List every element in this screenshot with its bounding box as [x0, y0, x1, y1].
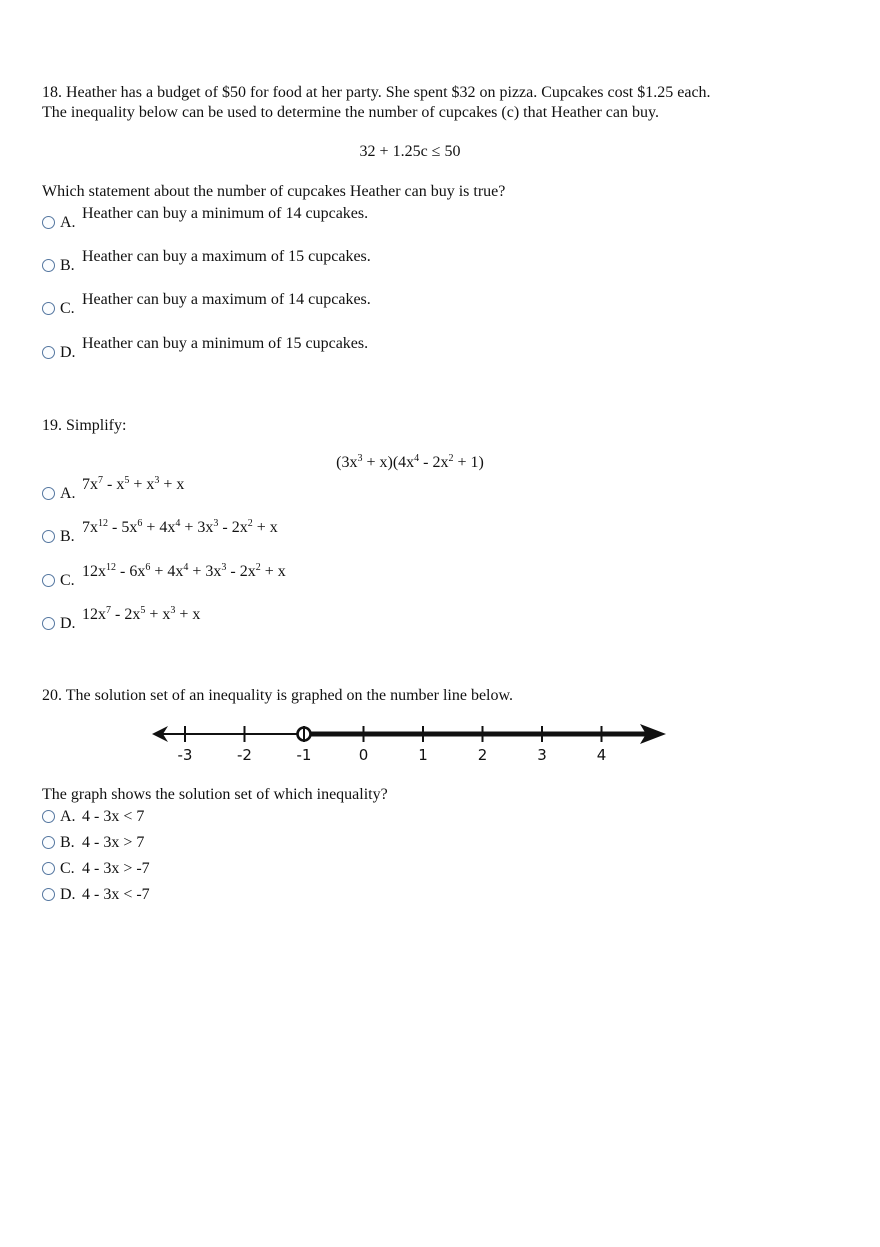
option-letter: D. — [60, 344, 76, 361]
option-text: Heather can buy a minimum of 14 cupcakes. — [82, 205, 369, 222]
option-text: 4 - 3x > 7 — [82, 834, 145, 851]
radio-button-icon[interactable] — [42, 346, 55, 359]
tick-label: 1 — [418, 746, 428, 764]
option-text: Heather can buy a maximum of 15 cupcakes. — [82, 248, 371, 265]
option-text: 4 - 3x < -7 — [82, 886, 150, 903]
option-letter: A. — [60, 808, 76, 825]
option-letter: B. — [60, 528, 75, 545]
option-letter: B. — [60, 257, 75, 274]
radio-button-icon[interactable] — [42, 862, 55, 875]
q18-question: Which statement about the number of cupcakes Heather can buy is true? — [42, 183, 506, 200]
tick-label: -1 — [296, 746, 312, 764]
radio-button-icon[interactable] — [42, 259, 55, 272]
tick-label: -2 — [237, 746, 252, 764]
radio-button-icon[interactable] — [42, 216, 55, 229]
q18-stem-line1: 18. Heather has a budget of $50 for food at her party. She spent $32 on pizza. Cupcakes cost $1.25 each. — [42, 84, 711, 101]
q18-stem-line2: The inequality below can be used to determine the number of cupcakes (c) that Heather can buy. — [42, 104, 659, 121]
radio-button-icon[interactable] — [42, 530, 55, 543]
option-letter: C. — [60, 860, 75, 877]
option-text: $7x^{12} - 5x^6 + 4x^4 + 3x^3 - 2x^2 + x$ — [82, 518, 278, 536]
q20-stem: 20. The solution set of an inequality is graphed on the number line below. — [42, 687, 514, 704]
q20-question: The graph shows the solution set of which inequality? — [42, 786, 388, 803]
radio-button-icon[interactable] — [42, 487, 55, 500]
option-text: 4 - 3x > -7 — [82, 860, 150, 877]
q20-option-d[interactable] — [42, 888, 442, 912]
option-text: Heather can buy a minimum of 15 cupcakes. — [82, 335, 369, 352]
option-letter: C. — [60, 572, 75, 589]
option-letter: C. — [60, 300, 75, 317]
q18-inequality: 32 + 1.25c ≤ 50 — [359, 143, 461, 160]
option-text: $12x^7 - 2x^5 + x^3 + x$ — [82, 605, 201, 623]
option-letter: A. — [60, 214, 76, 231]
radio-button-icon[interactable] — [42, 617, 55, 630]
option-text: $7x^7 - x^5 + x^3 + x$ — [82, 475, 185, 493]
radio-button-icon[interactable] — [42, 888, 55, 901]
option-text: $12x^{12} - 6x^6 + 4x^4 + 3x^3 - 2x^2 + x$ — [82, 562, 286, 580]
option-letter: D. — [60, 886, 76, 903]
number-line-labels — [178, 746, 607, 764]
tick-label: -3 — [177, 746, 193, 764]
tick-label: 3 — [537, 746, 547, 764]
q20-option-a[interactable] — [42, 810, 442, 834]
q19-option-d[interactable] — [42, 605, 442, 657]
q20-option-c[interactable] — [42, 862, 442, 886]
option-text: 4 - 3x < 7 — [82, 808, 145, 825]
q18-option-d[interactable] — [42, 335, 442, 386]
radio-button-icon[interactable] — [42, 574, 55, 587]
option-letter: D. — [60, 615, 76, 632]
q19-stem: 19. Simplify: — [42, 417, 127, 434]
radio-button-icon[interactable] — [42, 836, 55, 849]
option-text: Heather can buy a maximum of 14 cupcakes. — [82, 291, 371, 308]
tick-label: 4 — [596, 746, 607, 764]
option-letter: B. — [60, 834, 75, 851]
tick-label: 0 — [358, 746, 369, 764]
radio-button-icon[interactable] — [42, 302, 55, 315]
number-line — [148, 716, 672, 768]
tick-label: 2 — [477, 746, 488, 764]
radio-button-icon[interactable] — [42, 810, 55, 823]
q19-expression: $(3x^3 + x)(4x^4 - 2x^2 + 1)$ — [336, 453, 484, 471]
option-letter: A. — [60, 485, 76, 502]
q20-option-b[interactable] — [42, 836, 442, 860]
number-line-axis — [152, 726, 304, 742]
